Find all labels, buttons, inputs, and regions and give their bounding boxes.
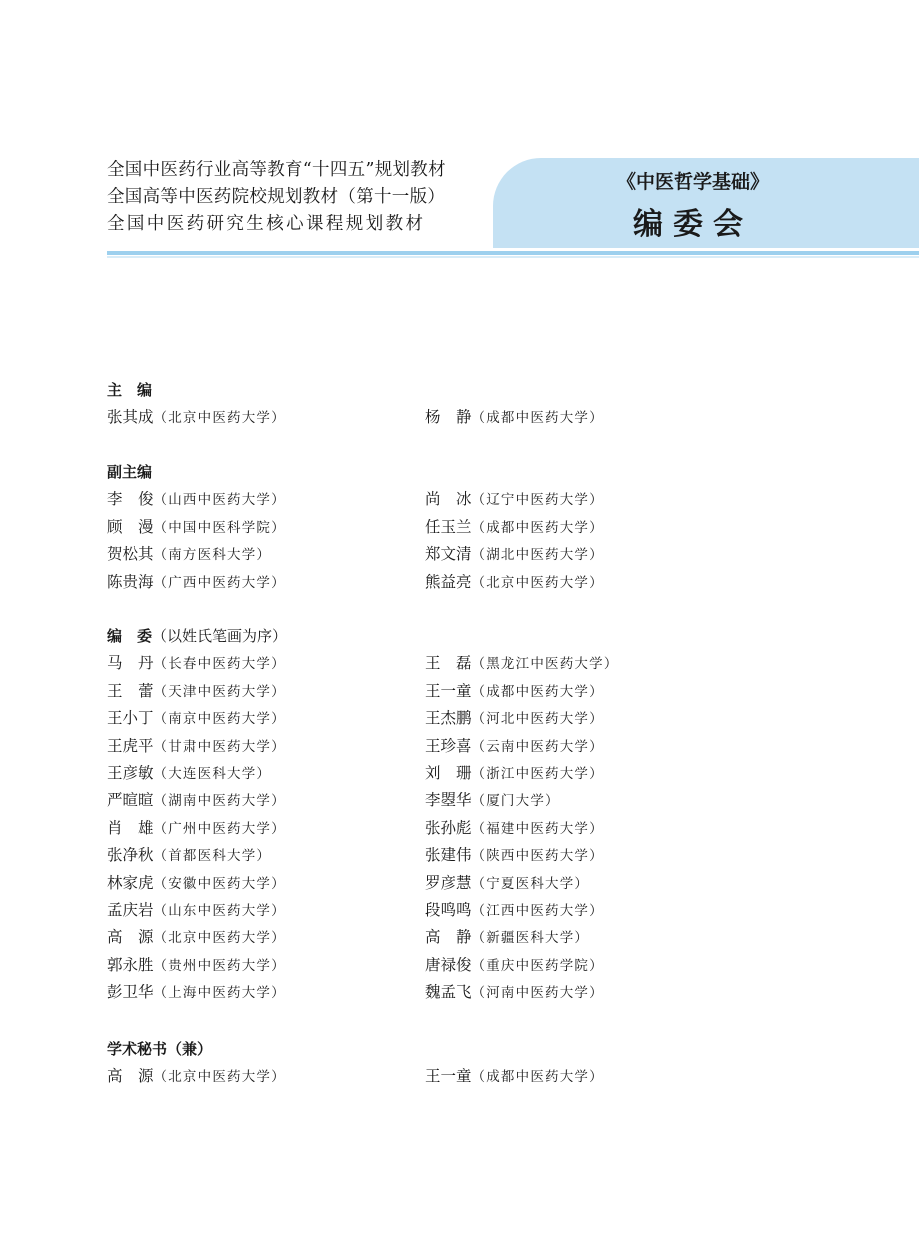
editor-name: 王小丁 — [107, 709, 154, 728]
editor-entry — [107, 733, 286, 761]
editor-name: 彭卫华 — [107, 983, 154, 1002]
series-titles — [107, 157, 477, 238]
editor-row — [107, 486, 907, 513]
editor-affiliation: （甘肃中医药大学） — [153, 738, 286, 755]
editor-name: 罗彦慧 — [425, 873, 472, 892]
editor-name: 郑文清 — [425, 545, 472, 564]
editor-name: 马 丹 — [107, 654, 154, 673]
editor-affiliation: （北京中医药大学） — [153, 1069, 286, 1086]
editor-affiliation: （贵州中医药大学） — [153, 957, 286, 974]
editor-row — [107, 842, 907, 869]
editor-affiliation: （北京中医药大学） — [153, 930, 286, 947]
series-title-line: 全国中医药研究生核心课程规划教材 — [107, 214, 426, 234]
editor-entry — [425, 952, 604, 980]
editor-row — [107, 979, 907, 1006]
section-heading — [107, 1036, 907, 1063]
editor-entry — [107, 979, 286, 1007]
editor-affiliation: （天津中医药大学） — [153, 683, 286, 700]
editor-name: 李曌华 — [425, 791, 472, 810]
editor-entry — [425, 870, 589, 898]
editor-entry — [107, 678, 286, 706]
editor-affiliation: （南京中医药大学） — [153, 711, 286, 728]
section-heading-label: 学术秘书（兼） — [107, 1040, 213, 1058]
editor-affiliation: （湖北中医药大学） — [471, 547, 604, 564]
editor-affiliation: （成都中医药大学） — [471, 410, 604, 427]
editor-entry — [107, 897, 286, 925]
editor-entry — [107, 404, 286, 432]
editor-entry — [107, 842, 271, 870]
section-heading-label: 主 编 — [107, 381, 153, 399]
editor-entry — [107, 705, 286, 733]
editor-affiliation: （辽宁中医药大学） — [471, 492, 604, 509]
editor-affiliation: （安徽中医药大学） — [153, 875, 286, 892]
book-title: 《中医哲学基础》 — [616, 171, 769, 193]
editor-affiliation: （长春中医药大学） — [153, 656, 286, 673]
editor-affiliation: （重庆中医药学院） — [471, 957, 604, 974]
committee-title: 编委会 — [633, 207, 753, 242]
editor-entry — [425, 678, 604, 706]
editor-affiliation: （福建中医药大学） — [471, 820, 604, 837]
editor-entry — [425, 733, 604, 761]
editor-name: 王 蕾 — [107, 681, 154, 700]
editor-row — [107, 705, 907, 732]
editor-entry — [107, 760, 271, 788]
editor-entry — [425, 979, 604, 1007]
editor-name: 王珍喜 — [425, 736, 472, 755]
editor-name: 王一童 — [425, 681, 472, 700]
section-heading-label: 副主编 — [107, 463, 153, 481]
editor-name: 林家虎 — [107, 873, 154, 892]
editor-name: 严暄暄 — [107, 791, 154, 810]
header-divider — [107, 251, 919, 255]
editor-affiliation: （北京中医药大学） — [153, 410, 286, 427]
editor-name: 高 源 — [107, 928, 154, 947]
editor-entry — [107, 650, 286, 678]
editor-name: 唐禄俊 — [425, 955, 472, 974]
editor-name: 王一童 — [425, 1067, 472, 1086]
editor-entry — [425, 404, 604, 432]
editor-entry — [425, 787, 560, 815]
editor-affiliation: （成都中医药大学） — [471, 683, 604, 700]
editor-row — [107, 678, 907, 705]
editor-name: 肖 雄 — [107, 818, 154, 837]
editor-row — [107, 541, 907, 568]
editor-entry — [425, 486, 604, 514]
editor-row — [107, 569, 907, 596]
editor-affiliation: （成都中医药大学） — [471, 519, 604, 536]
editor-entry — [425, 760, 604, 788]
editor-affiliation: （中国中医科学院） — [153, 519, 286, 536]
editor-name: 王 磊 — [425, 654, 472, 673]
editor-affiliation: （河北中医药大学） — [471, 711, 604, 728]
editor-affiliation: （浙江中医药大学） — [471, 765, 604, 782]
editor-entry — [107, 787, 286, 815]
editor-entry — [425, 924, 589, 952]
editor-name: 任玉兰 — [425, 517, 472, 536]
editor-name: 孟庆岩 — [107, 900, 154, 919]
editor-name: 熊益亮 — [425, 572, 472, 591]
editor-affiliation: （新疆医科大学） — [471, 930, 590, 947]
editor-row — [107, 870, 907, 897]
editor-name: 刘 珊 — [425, 763, 472, 782]
editor-name: 高 静 — [425, 928, 472, 947]
editor-name: 顾 漫 — [107, 517, 154, 536]
editor-name: 李 俊 — [107, 490, 154, 509]
editor-entry — [107, 924, 286, 952]
section-heading-note: （以姓氏笔画为序） — [152, 627, 288, 645]
editor-row — [107, 924, 907, 951]
editor-row — [107, 1063, 907, 1090]
section-secretary — [107, 1036, 907, 1091]
editor-row — [107, 733, 907, 760]
editor-affiliation: （江西中医药大学） — [471, 902, 604, 919]
editor-entry — [425, 1063, 604, 1091]
section-heading — [107, 459, 907, 486]
editor-affiliation: （南方医科大学） — [153, 547, 272, 564]
editor-entry — [425, 815, 604, 843]
editor-name: 尚 冰 — [425, 490, 472, 509]
editor-name: 王杰鹏 — [425, 709, 472, 728]
editor-entry — [107, 569, 286, 597]
editor-entry — [107, 870, 286, 898]
editor-name: 魏孟飞 — [425, 983, 472, 1002]
editor-name: 郭永胜 — [107, 955, 154, 974]
editor-name: 高 源 — [107, 1067, 154, 1086]
editor-affiliation: （上海中医药大学） — [153, 985, 286, 1002]
editor-affiliation: （云南中医药大学） — [471, 738, 604, 755]
editor-entry — [425, 514, 604, 542]
editor-affiliation: （湖南中医药大学） — [153, 793, 286, 810]
editor-row — [107, 815, 907, 842]
editor-entry — [425, 897, 604, 925]
editor-name: 贺松其 — [107, 545, 154, 564]
editor-name: 张净秋 — [107, 846, 154, 865]
editor-entry — [107, 486, 286, 514]
editor-entry — [425, 569, 604, 597]
editor-affiliation: （广州中医药大学） — [153, 820, 286, 837]
editor-row — [107, 404, 907, 431]
editor-entry — [107, 952, 286, 980]
editor-affiliation: （大连医科大学） — [153, 765, 272, 782]
section-heading-label: 编 委 — [107, 627, 153, 645]
editor-name: 张其成 — [107, 408, 154, 427]
series-title-line: 全国高等中医药院校规划教材（第十一版） — [107, 187, 446, 207]
editor-entry — [107, 1063, 286, 1091]
editor-row — [107, 787, 907, 814]
editor-row — [107, 514, 907, 541]
editor-affiliation: （黑龙江中医药大学） — [471, 656, 619, 673]
editor-entry — [107, 541, 271, 569]
editor-affiliation: （北京中医药大学） — [471, 574, 604, 591]
editor-affiliation: （广西中医药大学） — [153, 574, 286, 591]
editor-row — [107, 650, 907, 677]
editor-entry — [425, 705, 604, 733]
editor-affiliation: （陕西中医药大学） — [471, 848, 604, 865]
editor-entry — [425, 842, 604, 870]
editor-affiliation: （厦门大学） — [471, 793, 560, 810]
section-chief-editors — [107, 377, 907, 432]
editor-entry — [425, 650, 619, 678]
editor-name: 陈贵海 — [107, 572, 154, 591]
editor-entry — [107, 815, 286, 843]
editor-affiliation: （山西中医药大学） — [153, 492, 286, 509]
section-heading — [107, 623, 907, 650]
section-committee-members — [107, 623, 907, 1006]
editor-row — [107, 897, 907, 924]
editor-name: 张建伟 — [425, 846, 472, 865]
editor-name: 王彦敏 — [107, 763, 154, 782]
series-title-line: 全国中医药行业高等教育“十四五”规划教材 — [107, 160, 446, 180]
editor-name: 杨 静 — [425, 408, 472, 427]
editor-affiliation: （成都中医药大学） — [471, 1069, 604, 1086]
editor-row — [107, 952, 907, 979]
editor-row — [107, 760, 907, 787]
editor-name: 王虎平 — [107, 736, 154, 755]
editor-affiliation: （山东中医药大学） — [153, 902, 286, 919]
section-heading — [107, 377, 907, 404]
editor-entry — [107, 514, 286, 542]
editor-affiliation: （首都医科大学） — [153, 848, 272, 865]
editor-affiliation: （宁夏医科大学） — [471, 875, 590, 892]
editor-name: 段鸣鸣 — [425, 900, 472, 919]
section-deputy-editors — [107, 459, 907, 596]
header-divider-light — [107, 256, 919, 258]
editor-affiliation: （河南中医药大学） — [471, 985, 604, 1002]
editor-name: 张孙彪 — [425, 818, 472, 837]
editor-entry — [425, 541, 604, 569]
